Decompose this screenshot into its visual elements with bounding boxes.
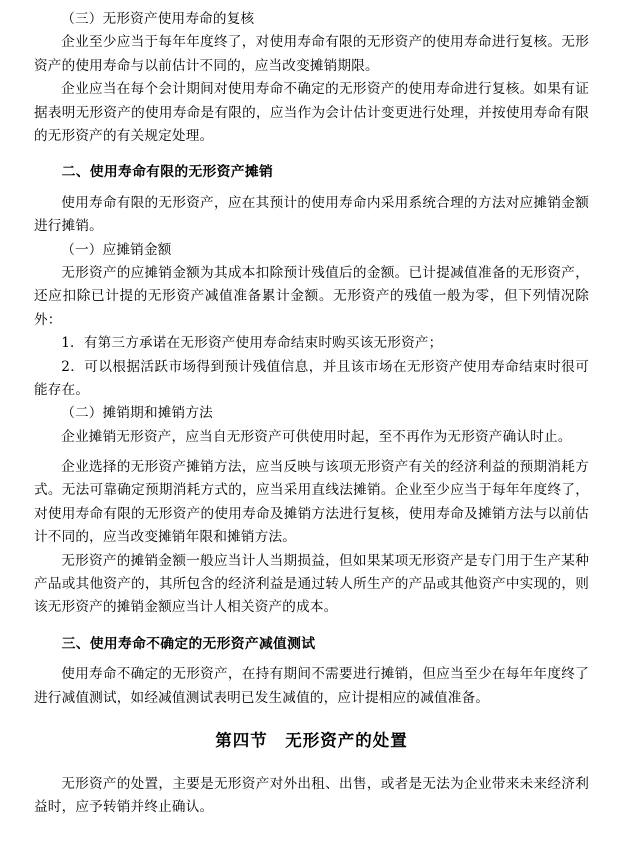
heading-section-two: 二、使用寿命有限的无形资产摊销 — [61, 164, 274, 181]
list-item-1: 1．有第三方承诺在无形资产使用寿命结束时购买该无形资产； — [61, 335, 443, 352]
paragraph-amortization-allocation: 无形资产的摊销金额一般应当计人当期损益，但如果某项无形资产是专门用于生产某种产品或其他资产的，其所包含的经济利益是通过转人所生产的产品或其他资产中实现的，则该无形资产的摊销金额应当计人相关资产的成本。 — [34, 552, 589, 616]
spacer — [34, 620, 589, 633]
spacer — [34, 710, 589, 727]
spacer — [34, 656, 589, 663]
spacer — [34, 756, 589, 773]
subsection-heading-2: （二）摊销期和摊销方法 — [61, 405, 213, 422]
paragraph-amortization-period: 企业摊销无形资产，应当自无形资产可供使用时起，至不再作为无形资产确认时止。 — [61, 428, 572, 445]
paragraph-amortization-method: 企业选择的无形资产摊销方法，应当反映与该项无形资产有关的经济利益的预期消耗方式。无法可靠确定预期消耗方式的，应当采用直线法摊销。企业至少应当于每年年度终了，对使用寿命有限的无形资产的使用寿命及摊销方法进行复核，使用寿命及摊销方法与以前估计不同的，应当改变摊销年限和摊销方法。 — [34, 459, 589, 546]
spacer — [34, 185, 589, 192]
heading-section-three: 三、使用寿命不确定的无形资产减值测试 — [61, 635, 316, 652]
paragraph-review-1: 企业至少应当于每年年度终了，对使用寿命有限的无形资产的使用寿命进行复核。无形资产的使用寿命与以前估计不同的，应当改变摊销期限。 — [34, 34, 589, 74]
subsection-heading-1: （一）应摊销金额 — [61, 241, 172, 258]
list-item-2: 2．可以根据活跃市场得到预计残值信息，并且该市场在无形资产使用寿命结束时很可能存在。 — [34, 358, 589, 398]
spacer — [34, 148, 589, 161]
paragraph-amortizable-amount: 无形资产的应摊销金额为其成本扣除预计残值后的金额。已计提减值准备的无形资产，还应扣除已计提的无形资产减值准备累计金额。无形资产的残值一般为零，但下列情况除外： — [34, 265, 589, 328]
spacer — [34, 449, 589, 456]
paragraph-impairment-test: 使用寿命不确定的无形资产，在持有期间不需要进行摊销，但应当至少在每年年度终了进行减值测试，如经减值测试表明已发生减值的，应计提相应的减值准备。 — [34, 666, 589, 706]
paragraph-disposal-intro: 无形资产的处置，主要是无形资产对外出租、出售，或者是无法为企业带来未来经济利益时，应予转销并终止确认。 — [34, 775, 589, 815]
subsection-heading-3: （三）无形资产使用寿命的复核 — [61, 11, 255, 27]
paragraph-amortization-intro: 使用寿命有限的无形资产，应在其预计的使用寿命内采用系统合理的方法对应摊销金额进行摊销。 — [34, 194, 589, 235]
paragraph-review-2: 企业应当在每个会计期间对使用寿命不确定的无形资产的使用寿命进行复核。如果有证据表明无形资产的使用寿命是有限的，应当作为会计估计变更进行处理，并按使用寿命有限的无形资产的有关规定处理。 — [34, 81, 589, 144]
section-title-four: 第四节 无形资产的处置 — [215, 731, 408, 751]
